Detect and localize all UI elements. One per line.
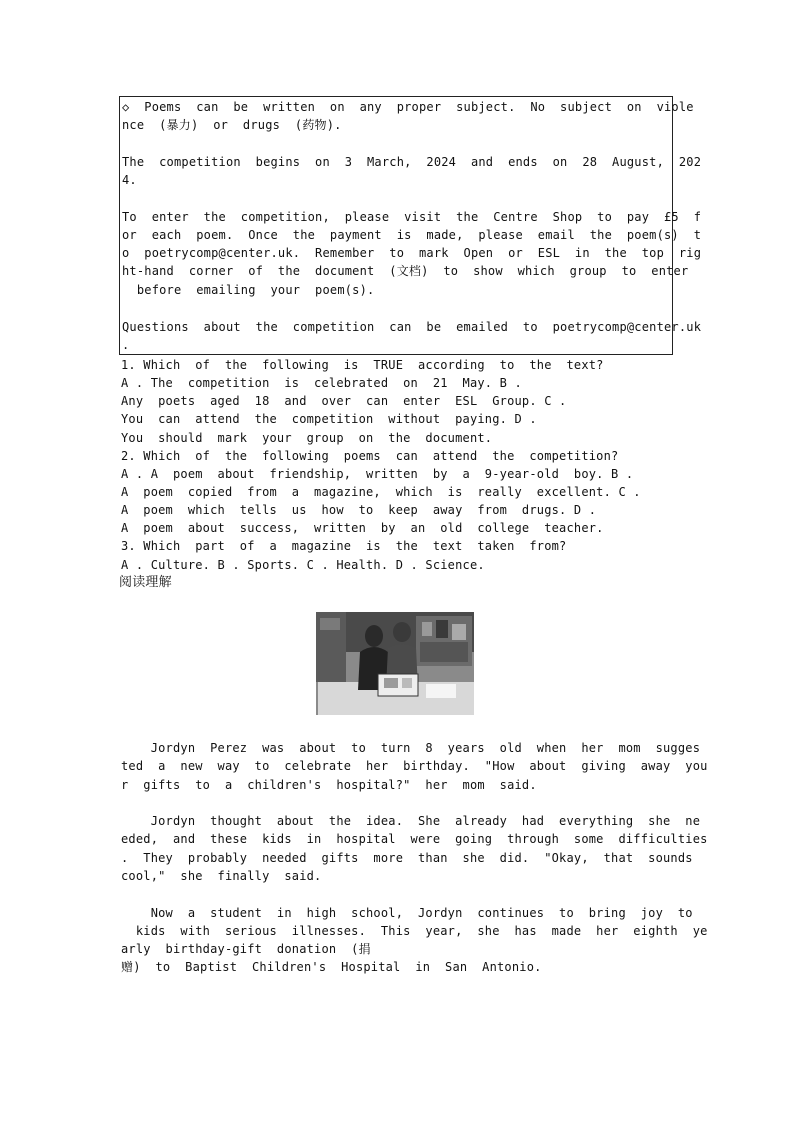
notice-line: nce (暴力) or drugs (药物). — [122, 118, 342, 132]
passage-line: ted a new way to celebrate her birthday. "How about giving away you — [121, 759, 708, 773]
passage-line: kids with serious illnesses. This year, she has made her eighth ye — [121, 924, 708, 938]
question-line: A poem copied from a magazine, which is really excellent. C . — [121, 485, 641, 499]
question-line: 2. Which of the following poems can attend the competition? — [121, 449, 619, 463]
passage-line: Now a student in high school, Jordyn continues to bring joy to — [121, 906, 693, 920]
question-line: A . Culture. B . Sports. C . Health. D . Science. — [121, 558, 485, 572]
notice-line: Questions about the competition can be emailed to poetrycomp@center.uk — [122, 320, 702, 334]
question-line: 1. Which of the following is TRUE according to the text? — [121, 358, 604, 372]
passage-line: Jordyn thought about the idea. She already had everything she ne — [121, 814, 701, 828]
notice-line: ◇ Poems can be written on any proper subject. No subject on viole — [122, 100, 694, 114]
notice-line: o poetrycomp@center.uk. Remember to mark Open or ESL in the top rig — [122, 246, 702, 260]
passage-photo — [316, 612, 474, 715]
passage-line: cool," she finally said. — [121, 869, 322, 883]
question-line: A poem about success, written by an old college teacher. — [121, 521, 604, 535]
question-line: A . The competition is celebrated on 21 May. B . — [121, 376, 522, 390]
passage-line: r gifts to a children's hospital?" her mom said. — [121, 778, 537, 792]
question-line: You can attend the competition without paying. D . — [121, 412, 537, 426]
question-line: A . A poem about friendship, written by a 9-year-old boy. B . — [121, 467, 634, 481]
notice-line: ht-hand corner of the document (文档) to show which group to enter — [122, 264, 689, 278]
section-heading: 阅读理解 — [119, 575, 172, 590]
passage-line: . They probably needed gifts more than she did. "Okay, that sounds — [121, 851, 693, 865]
passage-line: eded, and these kids in hospital were going through some difficulties — [121, 832, 708, 846]
notice-line: before emailing your poem(s). — [122, 283, 375, 297]
passage-line: Jordyn Perez was about to turn 8 years old when her mom sugges — [121, 741, 701, 755]
notice-line: The competition begins on 3 March, 2024 and ends on 28 August, 202 — [122, 155, 702, 169]
notice-line: To enter the competition, please visit the Centre Shop to pay £5 f — [122, 210, 702, 224]
notice-line: 4. — [122, 173, 137, 187]
notice-line: . — [122, 338, 130, 352]
notice-line: or each poem. Once the payment is made, please email the poem(s) t — [122, 228, 702, 242]
question-line: 3. Which part of a magazine is the text taken from? — [121, 539, 567, 553]
question-line: You should mark your group on the document. — [121, 431, 493, 445]
question-line: A poem which tells us how to keep away from drugs. D . — [121, 503, 597, 517]
question-line: Any poets aged 18 and over can enter ESL Group. C . — [121, 394, 567, 408]
passage-line: arly birthday-gift donation (捐 — [121, 942, 371, 956]
passage-line: 赠) to Baptist Children's Hospital in San Antonio. — [121, 960, 542, 974]
